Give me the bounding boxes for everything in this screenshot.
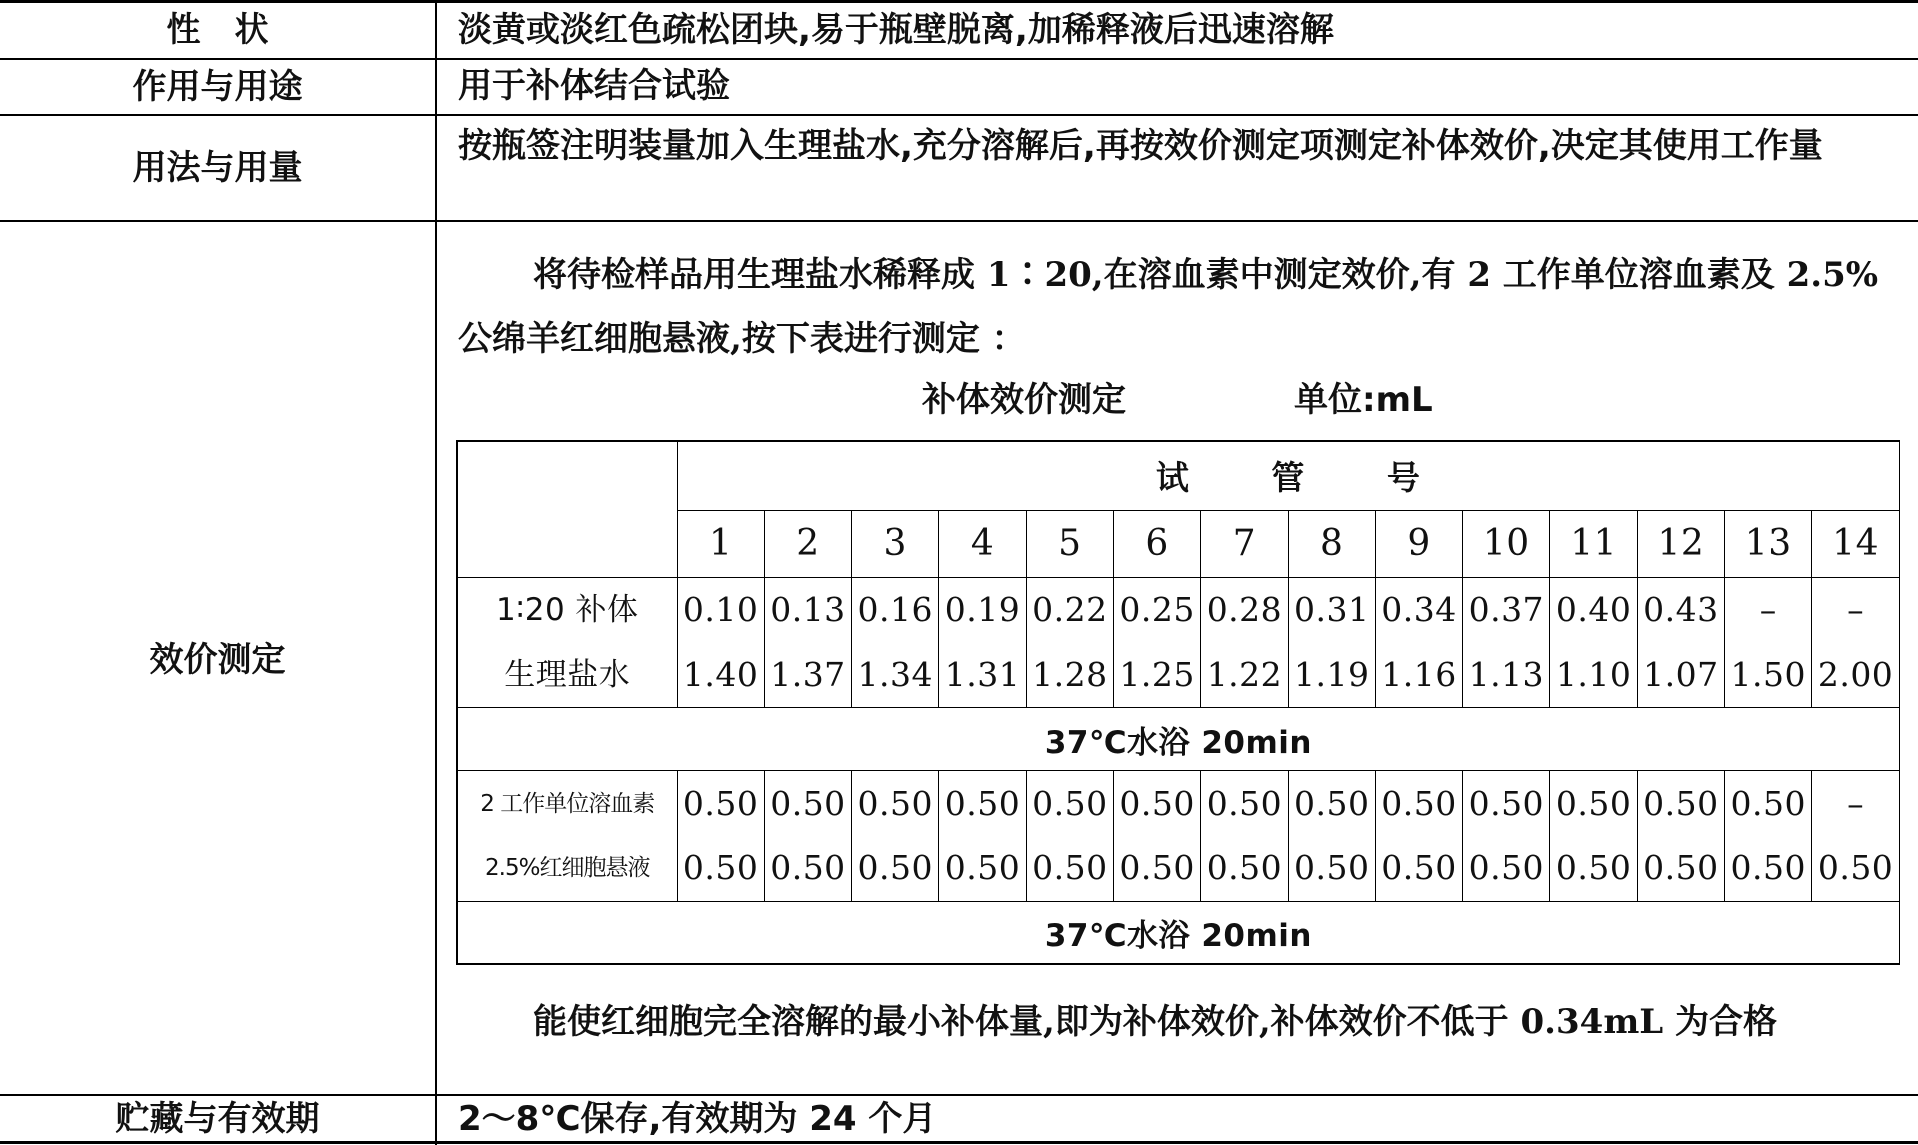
volume-value: 0.50 [1206,783,1283,823]
incubation-cell: 37℃水浴 20min [457,901,1899,964]
hemolysin-rbc-rows [457,771,1899,902]
table-unit: 单位:mL [1294,380,1433,420]
tube-number: 6 [1113,510,1200,577]
volume-value: 1.25 [1119,654,1195,694]
volume-value: 0.50 [857,848,933,888]
volume-value: – [1847,590,1865,630]
volume-value: 1.16 [1381,654,1457,694]
label-potency: 效价测定 [149,640,286,680]
label-purpose: 作用与用途 [132,67,303,107]
reagent-label-cell [457,577,677,708]
volume-value: 0.50 [1032,783,1108,823]
volume-value: 0.22 [1032,590,1108,630]
volume-cell [1113,577,1200,708]
tube-number: 12 [1637,510,1724,577]
volume-value: 0.50 [857,783,933,823]
volume-value: 0.50 [1381,783,1457,823]
volume-cell [852,771,939,902]
volume-value: – [1759,590,1777,630]
volume-value: 0.50 [1730,848,1806,888]
volume-value: 1.31 [944,654,1021,694]
volume-cell [1725,577,1812,708]
volume-value: 0.50 [1817,848,1894,888]
tube-number: 9 [1375,510,1462,577]
volume-cell [1725,771,1812,902]
volume-cell [1375,577,1462,708]
rule-top [0,0,1918,3]
volume-cell [1113,771,1200,902]
value-usage: 按瓶签注明装量加入生理盐水,充分溶解后,再按效价测定项测定补体效价,决定其使用工作量 [458,126,1823,166]
volume-cell [1812,577,1899,708]
tube-number: 5 [1026,510,1113,577]
tube-number: 10 [1463,510,1550,577]
volume-cell [1463,771,1550,902]
volume-value: 0.50 [1643,848,1719,888]
tube-number: 14 [1812,510,1899,577]
volume-value: 1.37 [770,654,846,694]
volume-value: 1.13 [1468,654,1545,694]
volume-cell [1812,771,1899,902]
volume-value: 0.28 [1206,590,1283,630]
tube-number-header: 试 管 号 [677,441,1899,510]
volume-value: – [1847,783,1865,823]
value-appearance: 淡黄或淡红色疏松团块,易于瓶壁脱离,加稀释液后迅速溶解 [458,10,1334,50]
volume-value: 0.50 [1555,848,1632,888]
rule-bottom [0,1141,1918,1144]
tube-number: 3 [852,510,939,577]
value-purpose: 用于补体结合试验 [458,66,730,106]
volume-value: 0.50 [944,783,1021,823]
corner-cell [457,441,677,577]
volume-value: 1.34 [857,654,933,694]
rule-4 [0,1094,1918,1096]
volume-cell [852,577,939,708]
volume-cell [1288,771,1375,902]
volume-value: 0.50 [1468,783,1545,823]
column-divider [435,0,437,1145]
tube-number: 13 [1725,510,1812,577]
volume-value: 0.50 [682,848,759,888]
volume-value: 0.50 [1293,783,1370,823]
volume-cell [677,577,764,708]
volume-value: 1.28 [1032,654,1108,694]
volume-value: 1.10 [1555,654,1632,694]
value-storage: 2～8℃保存,有效期为 24 个月 [458,1099,937,1139]
volume-cell [1201,771,1288,902]
volume-value: 0.50 [1643,783,1719,823]
rule-3 [0,220,1918,222]
incubation-cell: 37℃水浴 20min [457,708,1899,771]
volume-value: 0.50 [770,783,846,823]
volume-cell [939,577,1026,708]
tube-number: 4 [939,510,1026,577]
volume-value: 2.00 [1817,654,1894,694]
volume-value: 0.37 [1468,590,1545,630]
rule-2 [0,114,1918,116]
tube-number: 7 [1201,510,1288,577]
volume-cell [1026,771,1113,902]
tube-number: 8 [1288,510,1375,577]
label-appearance: 性 状 [166,10,269,50]
volume-value: 0.25 [1119,590,1195,630]
volume-value: 0.50 [1032,848,1108,888]
volume-value: 0.16 [857,590,933,630]
reagent-label: 2 工作单位溶血素 [480,790,655,817]
volume-value: 0.50 [1119,783,1195,823]
volume-value: 1.40 [682,654,759,694]
tube-number: 2 [764,510,851,577]
volume-cell [1026,577,1113,708]
volume-value: 0.50 [1468,848,1545,888]
reagent-label: 2.5%红细胞悬液 [485,855,650,882]
volume-value: 0.50 [1293,848,1370,888]
volume-value: 0.50 [682,783,759,823]
volume-value: 1.22 [1206,654,1283,694]
reagent-label-cell [457,771,677,902]
potency-table [456,440,1900,965]
volume-value: 0.19 [944,590,1021,630]
label-usage: 用法与用量 [132,148,303,188]
volume-cell [677,771,764,902]
volume-cell [1288,577,1375,708]
tube-number: 11 [1550,510,1637,577]
table-caption [0,372,1918,420]
potency-intro: 将待检样品用生理盐水稀释成 1∶20,在溶血素中测定效价,有 2 工作单位溶血素及 2.5% 公绵羊红细胞悬液,按下表进行测定 ： [458,255,1879,359]
volume-value: 0.34 [1381,590,1457,630]
volume-cell [1637,771,1724,902]
volume-value: 0.50 [1555,783,1632,823]
label-storage: 贮藏与有效期 [115,1099,320,1139]
volume-cell [764,771,851,902]
reagent-label: 生理盐水 [504,656,631,693]
volume-value: 1.19 [1293,654,1370,694]
rule-1 [0,58,1918,60]
volume-value: 0.50 [1381,848,1457,888]
volume-cell [764,577,851,708]
volume-cell [1550,577,1637,708]
complement-saline-rows [457,577,1899,708]
volume-value: 0.40 [1555,590,1632,630]
volume-cell [1637,577,1724,708]
table-title: 补体效价测定 [922,380,1126,420]
volume-cell [1375,771,1462,902]
header-row [457,441,1899,510]
volume-value: 0.13 [770,590,846,630]
volume-value: 0.50 [1119,848,1195,888]
volume-value: 0.50 [1206,848,1283,888]
volume-value: 1.50 [1730,654,1806,694]
volume-value: 0.50 [1730,783,1806,823]
volume-value: 0.43 [1643,590,1719,630]
incubation-row-1 [457,708,1899,771]
incubation-row-2 [457,901,1899,964]
volume-value: 0.50 [770,848,846,888]
volume-cell [1463,577,1550,708]
volume-value: 0.50 [944,848,1021,888]
volume-cell [1550,771,1637,902]
volume-value: 1.07 [1643,654,1719,694]
volume-value: 0.10 [682,590,759,630]
tube-number: 1 [677,510,764,577]
volume-value: 0.31 [1293,590,1370,630]
reagent-label: 1∶20 补体 [495,592,639,629]
potency-conclusion: 能使红细胞完全溶解的最小补体量,即为补体效价,补体效价不低于 0.34mL 为合格 [533,1002,1778,1042]
volume-cell [1201,577,1288,708]
volume-cell [939,771,1026,902]
